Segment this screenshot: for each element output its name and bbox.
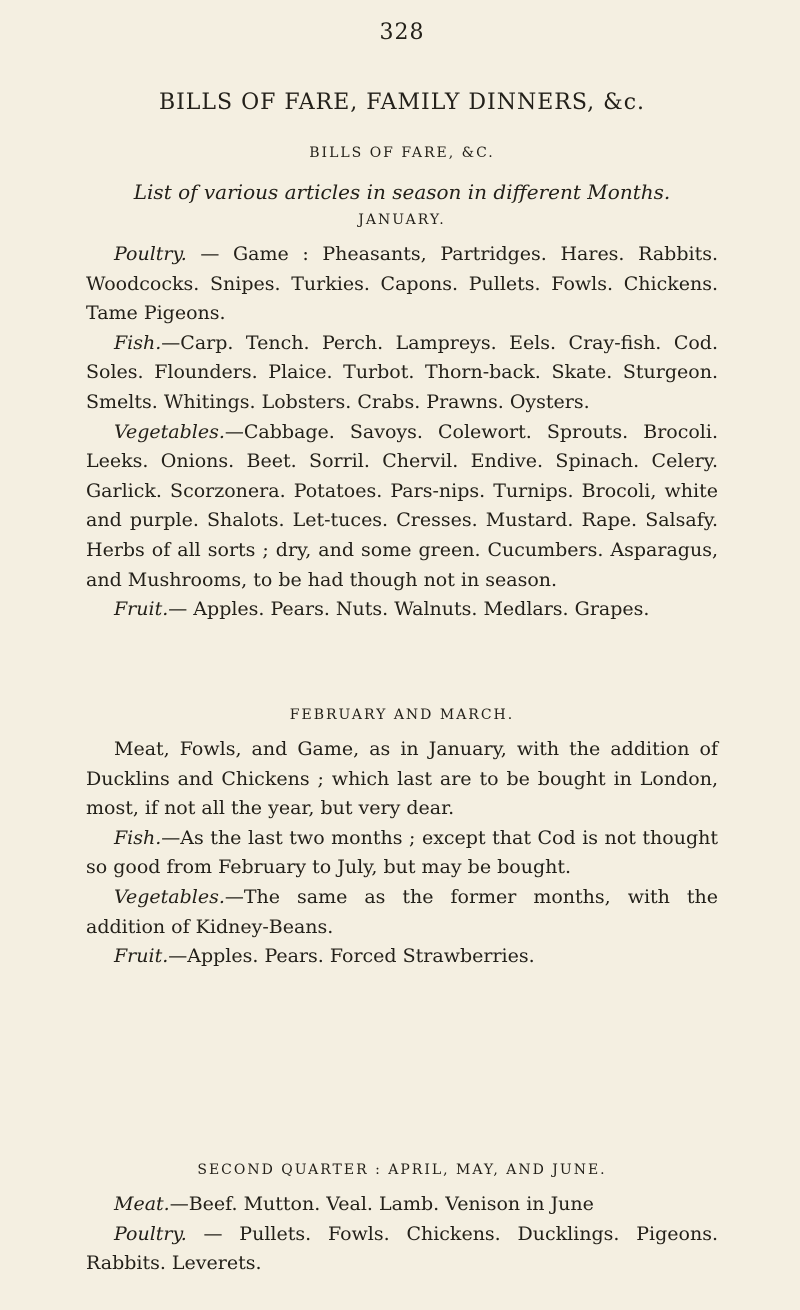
section-february-march bbox=[86, 707, 718, 972]
entry-fruit bbox=[86, 595, 718, 625]
running-head: BILLS OF FARE, FAMILY DINNERS, &c. bbox=[158, 90, 646, 115]
entry-text: —The same as the former months, with the addition of Kidney-Beans. bbox=[86, 885, 718, 938]
entry-text: —Beef. Mutton. Veal. Lamb. Venison in June bbox=[169, 1193, 594, 1215]
entry-meat bbox=[86, 735, 718, 824]
month-heading: JANUARY. bbox=[358, 212, 446, 228]
entry-label: Meat. bbox=[114, 1193, 170, 1215]
entry-poultry bbox=[86, 1220, 718, 1279]
book-page bbox=[86, 0, 718, 1310]
entry-poultry bbox=[86, 240, 718, 329]
page-subtitle: List of various articles in season in different Months. bbox=[133, 180, 671, 204]
entry-fish bbox=[86, 329, 718, 418]
page-number: 328 bbox=[379, 20, 425, 45]
entry-label: Vegetables. bbox=[114, 420, 225, 443]
entry-fish bbox=[86, 824, 718, 883]
entry-vegetables bbox=[86, 883, 718, 942]
entry-label: Fish. bbox=[114, 331, 162, 354]
entry-text: —Cabbage. Savoys. Colewort. Sprouts. Brocoli. Leeks. Onions. Beet. Sorril. Chervil. Endive. Spinach. Celery. Garlick. Scorzonera. Potatoes. Pars-nips. Turnips. Brocoli, white and purple. Shalots. Let-tuces. Cresses. Mustard. Rape. Salsafy. Herbs of all sorts ; dry, and some green. Cucumbers. Asparagus, and Mushrooms, to be had though not in season. bbox=[86, 420, 718, 591]
entry-meat bbox=[86, 1190, 718, 1220]
page-title: BILLS OF FARE, &C. bbox=[309, 145, 495, 161]
entry-label: Poultry. bbox=[114, 1222, 187, 1245]
entry-text: —As the last two months ; except that Cod is not thought so good from February to July, but may be bought. bbox=[86, 826, 718, 879]
entry-text: — Apples. Pears. Nuts. Walnuts. Medlars. Grapes. bbox=[168, 598, 650, 621]
entry-label: Fruit. bbox=[114, 945, 169, 968]
entry-fruit bbox=[86, 942, 718, 972]
entry-text: —Carp. Tench. Perch. Lampreys. Eels. Cray-fish. Cod. Soles. Flounders. Plaice. Turbot. Thorn-back. Skate. Sturgeon. Smelts. Whitings. Lobsters. Crabs. Prawns. Oysters. bbox=[86, 331, 718, 413]
entry-text: —Apples. Pears. Forced Strawberries. bbox=[168, 945, 535, 968]
section-second-quarter bbox=[86, 1162, 718, 1279]
entry-label: Fruit. bbox=[114, 598, 169, 621]
entry-label: Vegetables. bbox=[114, 885, 225, 908]
month-heading: SECOND QUARTER : APRIL, MAY, AND JUNE. bbox=[197, 1162, 607, 1178]
entry-text: — Game : Pheasants, Partridges. Hares. Rabbits. Woodcocks. Snipes. Turkies. Capons. Pullets. Fowls. Chickens. Tame Pigeons. bbox=[86, 243, 718, 325]
month-heading: FEBRUARY AND MARCH. bbox=[289, 707, 515, 723]
entry-label: Fish. bbox=[114, 826, 162, 849]
entry-label: Poultry. bbox=[114, 243, 187, 265]
section-january bbox=[86, 212, 718, 625]
entry-text: Meat, Fowls, and Game, as in January, with the addition of Ducklins and Chickens ; which last are to be bought in London, most, if not all the year, but very dear. bbox=[86, 738, 718, 820]
entry-text: — Pullets. Fowls. Chickens. Ducklings. Pigeons. Rabbits. Leverets. bbox=[86, 1222, 718, 1275]
entry-vegetables bbox=[86, 418, 718, 596]
